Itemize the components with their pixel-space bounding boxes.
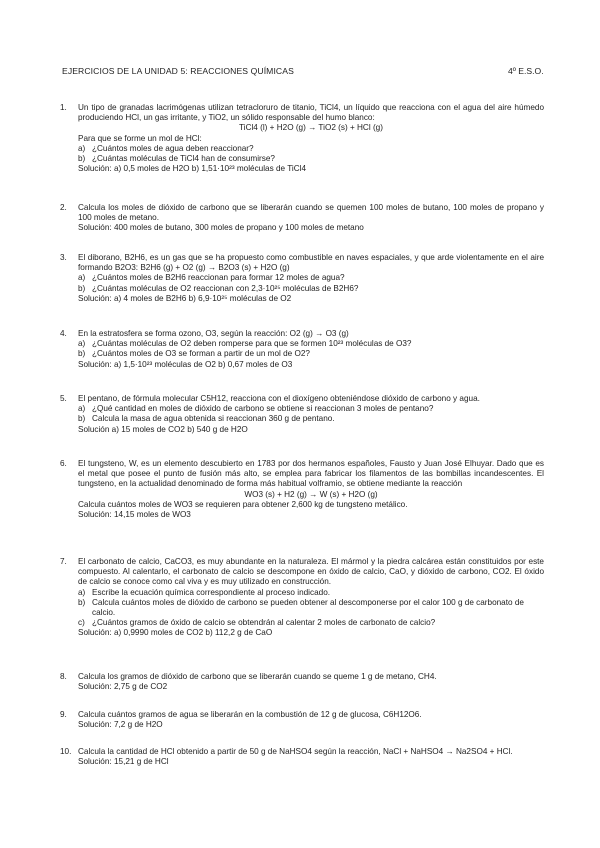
exercise-statement: El tungsteno, W, es un elemento descubierto en 1783 por dos hermanos españoles, Fausto y Juan José Elhuyar. Dado que es el metal que posee el punto de fusión más alto, se emplea para fabricar los filamentos de las bombillas incandescentes. El tungsteno, en la actualidad denominado de forma más habitual volframio, se obtiene mediante la reacción bbox=[78, 459, 544, 489]
solution: Solución: a) 0,9990 moles de CO2 b) 112,2 g de CaO bbox=[78, 628, 273, 638]
course-label: 4º E.S.O. bbox=[508, 66, 544, 76]
worksheet-title: EJERCICIOS DE LA UNIDAD 5: REACCIONES QUÍMICAS bbox=[62, 66, 294, 76]
exercise-number: 3. bbox=[60, 253, 67, 262]
sub-question-label: a) bbox=[78, 273, 86, 283]
solution: Solución: 400 moles de butano, 300 moles de propano y 100 moles de metano bbox=[78, 223, 364, 233]
sub-question-text: ¿Cuántos gramos de óxido de calcio se obtendrán al calentar 2 moles de carbonato de calcio? bbox=[92, 618, 436, 628]
sub-question-label: c) bbox=[78, 618, 85, 628]
exercise-statement: Un tipo de granadas lacrimógenas utilizan tetracloruro de titanio, TiCl4, un líquido que reacciona con el agua del aire húmedo produciendo HCl, un gas irritante, y TiO2, un sólido responsable del humo blanco: bbox=[78, 103, 544, 123]
sub-question-text: Escribe la ecuación química correspondiente al proceso indicado. bbox=[92, 587, 331, 597]
sub-question-label: b) bbox=[78, 414, 86, 424]
sub-question-text: ¿Cuántos moles de O3 se forman a partir de un mol de O2? bbox=[92, 349, 310, 359]
sub-question-label: b) bbox=[78, 349, 86, 359]
sub-question-label: b) bbox=[78, 597, 86, 607]
exercise-statement: En la estratosfera se forma ozono, O3, según la reacción: O2 (g) → O3 (g) bbox=[78, 329, 349, 338]
exercise-statement: Calcula cuántos gramos de agua se liberarán en la combustión de 12 g de glucosa, C6H12O6. bbox=[78, 710, 422, 719]
sub-question bbox=[78, 154, 544, 164]
solution: Solución a) 15 moles de CO2 b) 540 g de H2O bbox=[78, 424, 248, 434]
sub-question-text: ¿Cuántas moléculas de O2 deben romperse para que se formen 10²³ moléculas de O3? bbox=[92, 339, 412, 349]
sub-question-text: ¿Cuántos moles de agua deben reaccionar? bbox=[92, 143, 254, 153]
exercise-number: 8. bbox=[60, 672, 67, 681]
exercise-number: 7. bbox=[60, 557, 67, 566]
solution: Solución: a) 0,5 moles de H2O b) 1,51·10²³ moléculas de TiCl4 bbox=[78, 164, 306, 174]
exercise-number: 4. bbox=[60, 329, 67, 338]
solution: Solución: 2,75 g de CO2 bbox=[78, 682, 168, 692]
exercise-8 bbox=[60, 672, 544, 692]
exercise-statement: El carbonato de calcio, CaCO3, es muy abundante en la naturaleza. El mármol y la piedra calcárea están constituidos por este compuesto. Al calentarlo, el carbonato de calcio se descompone en óxido de calcio, CaO, y dióxido de carbono, CO2. El óxido de calcio se conoce como cal viva y es muy utilizado en construcción. bbox=[78, 557, 544, 587]
exercise-statement: Calcula la cantidad de HCl obtenido a partir de 50 g de NaHSO4 según la reacción, NaCl + NaHSO4 → Na2SO4 + HCl. bbox=[78, 747, 513, 756]
sub-question-label: a) bbox=[78, 404, 86, 414]
exercise-prompt: Calcula cuántos moles de WO3 se requieren para obtener 2,600 kg de tungsteno metálico. bbox=[78, 499, 408, 509]
exercise-5 bbox=[60, 394, 544, 435]
sub-question-label: b) bbox=[78, 154, 86, 164]
exercise-statement: El pentano, de fórmula molecular C5H12, reacciona con el dioxígeno obteniéndose dióxido de carbono y agua. bbox=[78, 394, 480, 403]
exercise-7 bbox=[60, 557, 544, 639]
exercise-4 bbox=[60, 329, 544, 370]
sub-question bbox=[78, 588, 544, 598]
exercise-number: 2. bbox=[60, 203, 67, 212]
sub-question-text: Calcula la masa de agua obtenida si reaccionan 360 g de pentano. bbox=[92, 414, 335, 424]
sub-question-text: ¿Qué cantidad en moles de dióxido de carbono se obtiene si reaccionan 3 moles de pentano? bbox=[92, 404, 434, 414]
exercise-6 bbox=[60, 459, 544, 520]
solution: Solución: 14,15 moles de WO3 bbox=[78, 510, 191, 520]
sub-question bbox=[78, 273, 544, 283]
chemical-equation: WO3 (s) + H2 (g) → W (s) + H2O (g) bbox=[244, 489, 378, 499]
exercise-number: 10. bbox=[60, 747, 72, 756]
chemical-equation: TiCl4 (l) + H2O (g) → TiO2 (s) + HCl (g) bbox=[239, 123, 383, 133]
exercise-1 bbox=[60, 103, 544, 174]
exercise-10 bbox=[60, 747, 544, 767]
exercise-statement: Calcula los moles de dióxido de carbono que se liberarán cuando se quemen 100 moles de butano, 100 moles de propano y 100 moles de metano. bbox=[78, 203, 544, 223]
sub-question bbox=[78, 349, 544, 359]
sub-question-label: a) bbox=[78, 339, 86, 349]
solution: Solución: a) 4 moles de B2H6 b) 6,9·10²⁵ moléculas de O2 bbox=[78, 293, 292, 303]
sub-question bbox=[78, 598, 544, 618]
exercise-9 bbox=[60, 710, 544, 730]
exercise-prompt: Para que se forme un mol de HCl: bbox=[78, 133, 202, 143]
sub-question bbox=[78, 144, 544, 154]
exercise-number: 1. bbox=[60, 103, 67, 112]
exercise-number: 6. bbox=[60, 459, 67, 468]
sub-question bbox=[78, 414, 544, 424]
sub-question bbox=[78, 339, 544, 349]
exercise-statement: El diborano, B2H6, es un gas que se ha propuesto como combustible en naves espaciales, y que arde violentamente en el aire formando B2O3: B2H6 (g) + O2 (g) → B2O3 (s) + H2O (g) bbox=[78, 253, 544, 273]
sub-question bbox=[78, 404, 544, 414]
exercise-number: 9. bbox=[60, 710, 67, 719]
sub-question-label: a) bbox=[78, 143, 86, 153]
solution: Solución: 7,2 g de H2O bbox=[78, 720, 163, 730]
solution: Solución: 15,21 g de HCl bbox=[78, 757, 169, 767]
sub-question-text: ¿Cuántas moléculas de O2 reaccionan con 2,3·10²⁵ moléculas de B2H6? bbox=[92, 283, 359, 293]
exercise-statement: Calcula los gramos de dióxido de carbono que se liberarán cuando se queme 1 g de metano, CH4. bbox=[78, 672, 437, 681]
sub-question bbox=[78, 618, 544, 628]
sub-question-text: ¿Cuántas moléculas de TiCl4 han de consumirse? bbox=[92, 154, 275, 164]
sub-question-text: Calcula cuántos moles de dióxido de carbono se pueden obtener al descomponerse por el calor 100 g de carbonato de calcio. bbox=[92, 597, 524, 618]
sub-question-text: ¿Cuántos moles de B2H6 reaccionan para formar 12 moles de agua? bbox=[92, 273, 345, 283]
solution: Solución: a) 1,5·10²³ moléculas de O2 b) 0,67 moles de O3 bbox=[78, 359, 293, 369]
exercise-2 bbox=[60, 203, 544, 234]
sub-question-label: b) bbox=[78, 283, 86, 293]
exercise-3 bbox=[60, 253, 544, 304]
sub-question-label: a) bbox=[78, 587, 86, 597]
sub-question bbox=[78, 284, 544, 294]
exercise-number: 5. bbox=[60, 394, 67, 403]
